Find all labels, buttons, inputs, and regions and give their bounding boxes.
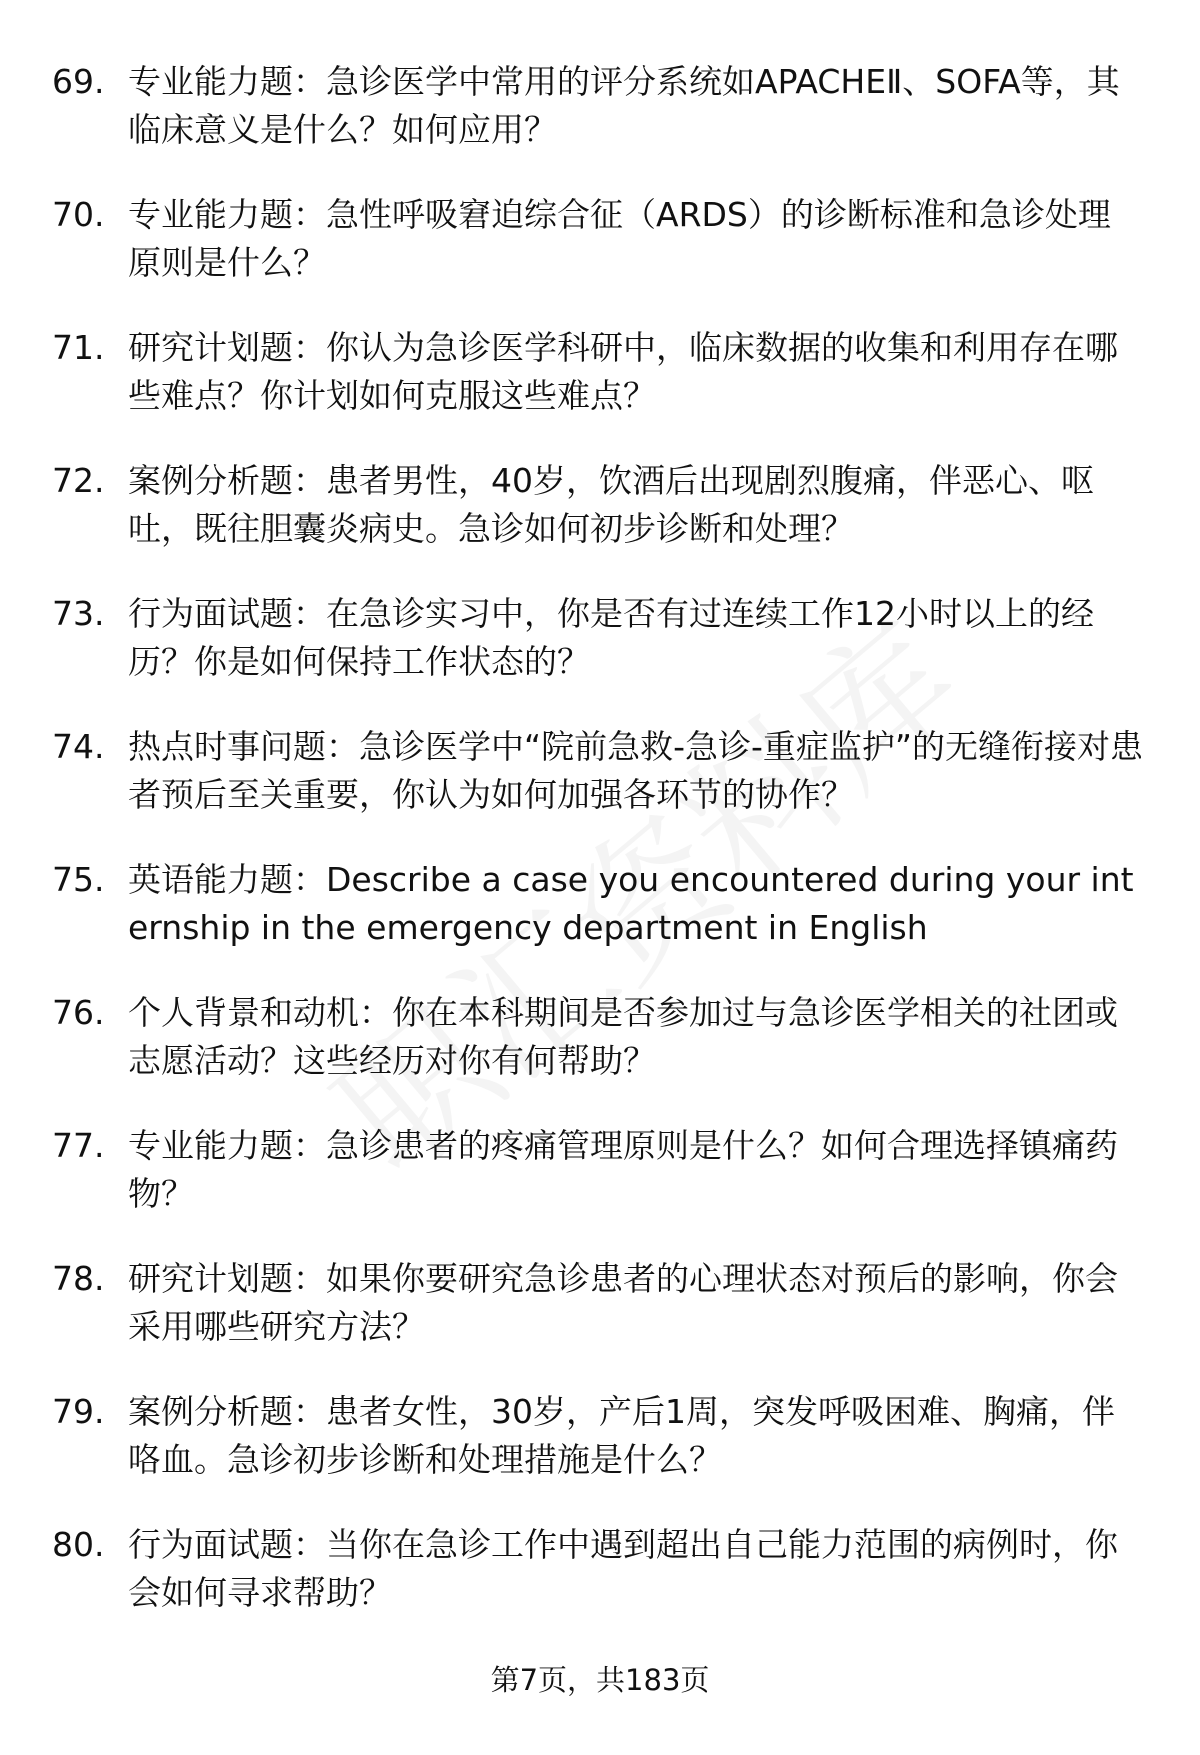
- question-text: 英语能力题：Describe a case you encountered during your internship in the emergency department in English: [128, 860, 1134, 947]
- question-item: [0, 457, 1200, 590]
- question-text: 专业能力题：急诊患者的疼痛管理原则是什么？如何合理选择镇痛药物？: [128, 1126, 1118, 1213]
- question-text: 个人背景和动机：你在本科期间是否参加过与急诊医学相关的社团或志愿活动？这些经历对你有何帮助？: [128, 993, 1118, 1080]
- question-text: 热点时事问题：急诊医学中“院前急救-急诊-重症监护”的无缝衔接对患者预后至关重要，你认为如何加强各环节的协作？: [128, 727, 1144, 814]
- question-text: 研究计划题：你认为急诊医学科研中，临床数据的收集和利用存在哪些难点？你计划如何克服这些难点？: [128, 328, 1118, 415]
- question-number: 79.: [52, 1392, 105, 1431]
- question-item: [0, 856, 1200, 989]
- question-item: [0, 324, 1200, 457]
- question-item: [0, 989, 1200, 1122]
- question-number: 71.: [52, 328, 105, 367]
- question-number: 69.: [52, 62, 105, 101]
- question-item: [0, 723, 1200, 856]
- question-item: [0, 1521, 1200, 1654]
- question-list: [0, 58, 1200, 1654]
- question-text: 研究计划题：如果你要研究急诊患者的心理状态对预后的影响，你会采用哪些研究方法？: [128, 1259, 1118, 1346]
- question-text: 专业能力题：急诊医学中常用的评分系统如APACHEⅡ、SOFA等，其临床意义是什么？如何应用？: [128, 62, 1120, 149]
- question-number: 78.: [52, 1259, 105, 1298]
- question-text: 专业能力题：急性呼吸窘迫综合征（ARDS）的诊断标准和急诊处理原则是什么？: [128, 195, 1111, 282]
- question-text: 案例分析题：患者女性，30岁，产后1周，突发呼吸困难、胸痛，伴咯血。急诊初步诊断和处理措施是什么？: [128, 1392, 1115, 1479]
- question-number: 77.: [52, 1126, 105, 1165]
- page-footer: 第7页，共183页: [490, 1663, 710, 1697]
- question-number: 70.: [52, 195, 105, 234]
- question-number: 75.: [52, 860, 105, 899]
- question-item: [0, 1255, 1200, 1388]
- question-number: 72.: [52, 461, 105, 500]
- question-text: 案例分析题：患者男性，40岁，饮酒后出现剧烈腹痛，伴恶心、呕吐，既往胆囊炎病史。急诊如何初步诊断和处理？: [128, 461, 1094, 548]
- question-item: [0, 58, 1200, 191]
- question-number: 76.: [52, 993, 105, 1032]
- question-text: 行为面试题：当你在急诊工作中遇到超出自己能力范围的病例时，你会如何寻求帮助？: [128, 1525, 1118, 1612]
- question-item: [0, 191, 1200, 324]
- question-item: [0, 590, 1200, 723]
- question-number: 74.: [52, 727, 105, 766]
- question-number: 80.: [52, 1525, 105, 1564]
- question-text: 行为面试题：在急诊实习中，你是否有过连续工作12小时以上的经历？你是如何保持工作状态的？: [128, 594, 1094, 681]
- question-item: [0, 1122, 1200, 1255]
- question-number: 73.: [52, 594, 105, 633]
- question-item: [0, 1388, 1200, 1521]
